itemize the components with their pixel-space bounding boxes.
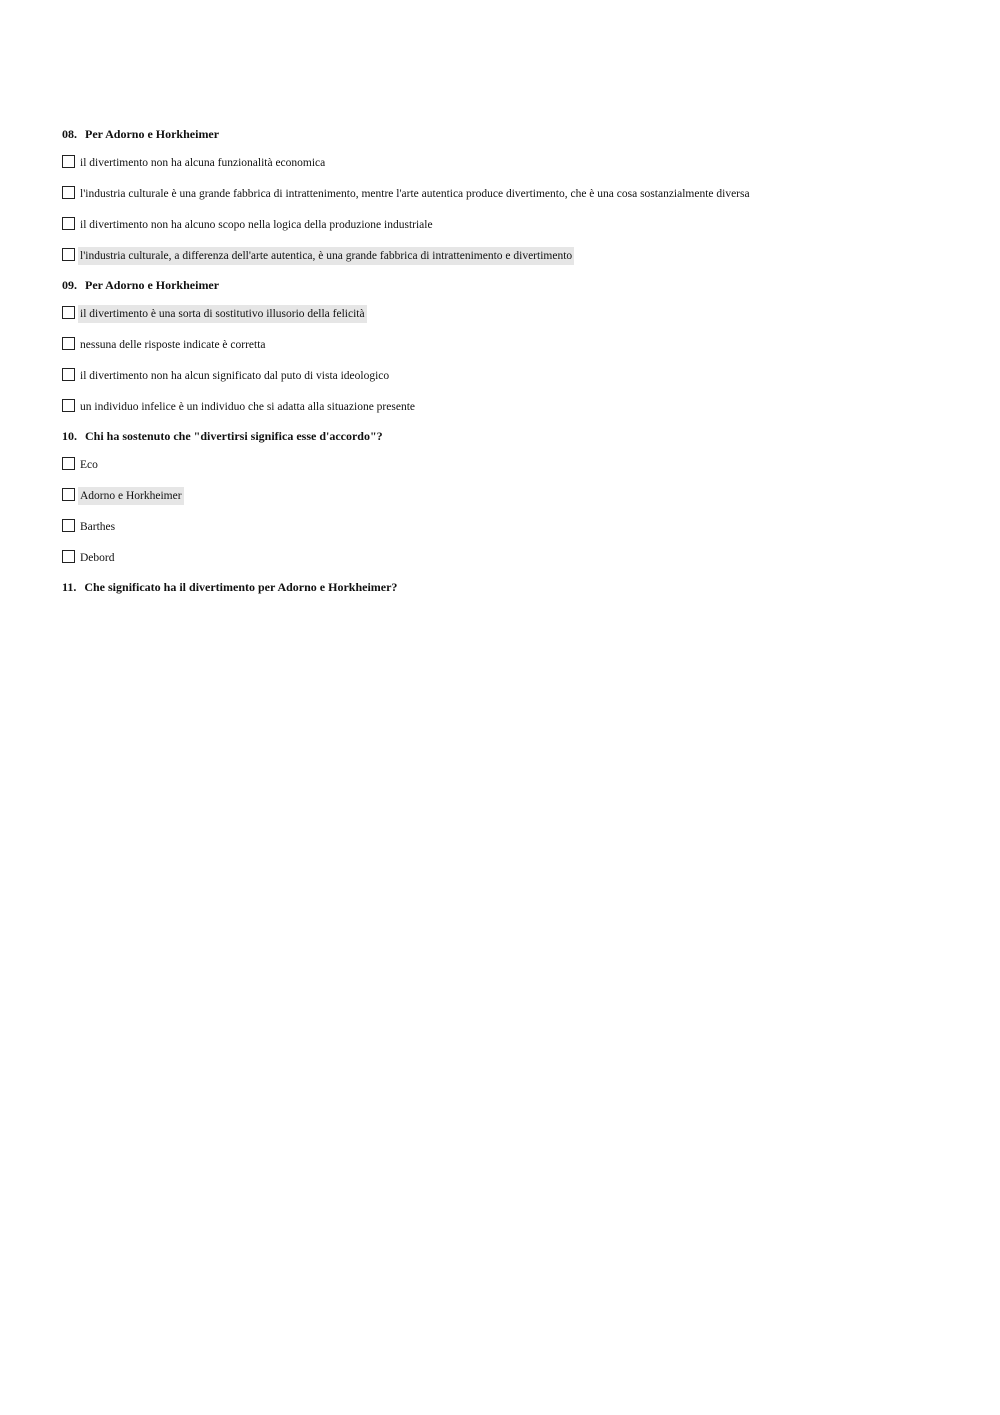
question-11 bbox=[62, 580, 962, 594]
option-label-highlighted: il divertimento è una sorta di sostitutivo illusorio della felicità bbox=[78, 305, 367, 323]
answer-option[interactable] bbox=[62, 336, 962, 354]
question-title bbox=[62, 580, 962, 594]
checkbox[interactable] bbox=[62, 399, 75, 412]
answer-option[interactable] bbox=[62, 456, 962, 474]
question-08 bbox=[62, 127, 962, 265]
checkbox[interactable] bbox=[62, 217, 75, 230]
checkbox[interactable] bbox=[62, 186, 75, 199]
checkbox[interactable] bbox=[62, 488, 75, 501]
checkbox[interactable] bbox=[62, 306, 75, 319]
question-text: Chi ha sostenuto che "divertirsi significa esse d'accordo"? bbox=[85, 429, 383, 443]
question-09 bbox=[62, 278, 962, 416]
checkbox[interactable] bbox=[62, 457, 75, 470]
answer-option[interactable] bbox=[62, 154, 962, 172]
option-label: Debord bbox=[80, 552, 115, 564]
answer-option[interactable] bbox=[62, 549, 962, 567]
option-label-highlighted: l'industria culturale, a differenza dell'arte autentica, è una grande fabbrica di intrattenimento e divertimento bbox=[78, 247, 574, 265]
option-label: il divertimento non ha alcuna funzionalità economica bbox=[80, 157, 326, 169]
question-text: Per Adorno e Horkheimer bbox=[85, 278, 220, 292]
question-number: 08. bbox=[62, 127, 77, 141]
checkbox[interactable] bbox=[62, 519, 75, 532]
option-label: Eco bbox=[80, 459, 98, 471]
option-label: Barthes bbox=[80, 521, 116, 533]
answer-option[interactable] bbox=[62, 305, 962, 323]
option-label: l'industria culturale è una grande fabbrica di intrattenimento, mentre l'arte autentica produce divertimento, che è una cosa sostanzialmente diversa bbox=[80, 188, 750, 200]
answer-option[interactable] bbox=[62, 185, 962, 203]
option-label: il divertimento non ha alcun significato dal puto di vista ideologico bbox=[80, 370, 390, 382]
answer-option[interactable] bbox=[62, 247, 962, 265]
checkbox[interactable] bbox=[62, 368, 75, 381]
question-text: Che significato ha il divertimento per Adorno e Horkheimer? bbox=[84, 580, 398, 594]
answer-option[interactable] bbox=[62, 518, 962, 536]
option-label: nessuna delle risposte indicate è corretta bbox=[80, 339, 266, 351]
question-text: Per Adorno e Horkheimer bbox=[85, 127, 220, 141]
question-10 bbox=[62, 429, 962, 567]
answer-option[interactable] bbox=[62, 487, 962, 505]
question-title bbox=[62, 127, 962, 141]
answer-option[interactable] bbox=[62, 398, 962, 416]
question-number: 09. bbox=[62, 278, 77, 292]
checkbox[interactable] bbox=[62, 337, 75, 350]
answer-option[interactable] bbox=[62, 216, 962, 234]
checkbox[interactable] bbox=[62, 155, 75, 168]
checkbox[interactable] bbox=[62, 248, 75, 261]
option-label: il divertimento non ha alcuno scopo nella logica della produzione industriale bbox=[80, 219, 433, 231]
question-title bbox=[62, 278, 962, 292]
answer-option[interactable] bbox=[62, 367, 962, 385]
question-number: 11. bbox=[62, 580, 77, 594]
checkbox[interactable] bbox=[62, 550, 75, 563]
question-title bbox=[62, 429, 962, 443]
option-label-highlighted: Adorno e Horkheimer bbox=[78, 487, 184, 505]
question-number: 10. bbox=[62, 429, 77, 443]
option-label: un individuo infelice è un individuo che si adatta alla situazione presente bbox=[80, 401, 415, 413]
